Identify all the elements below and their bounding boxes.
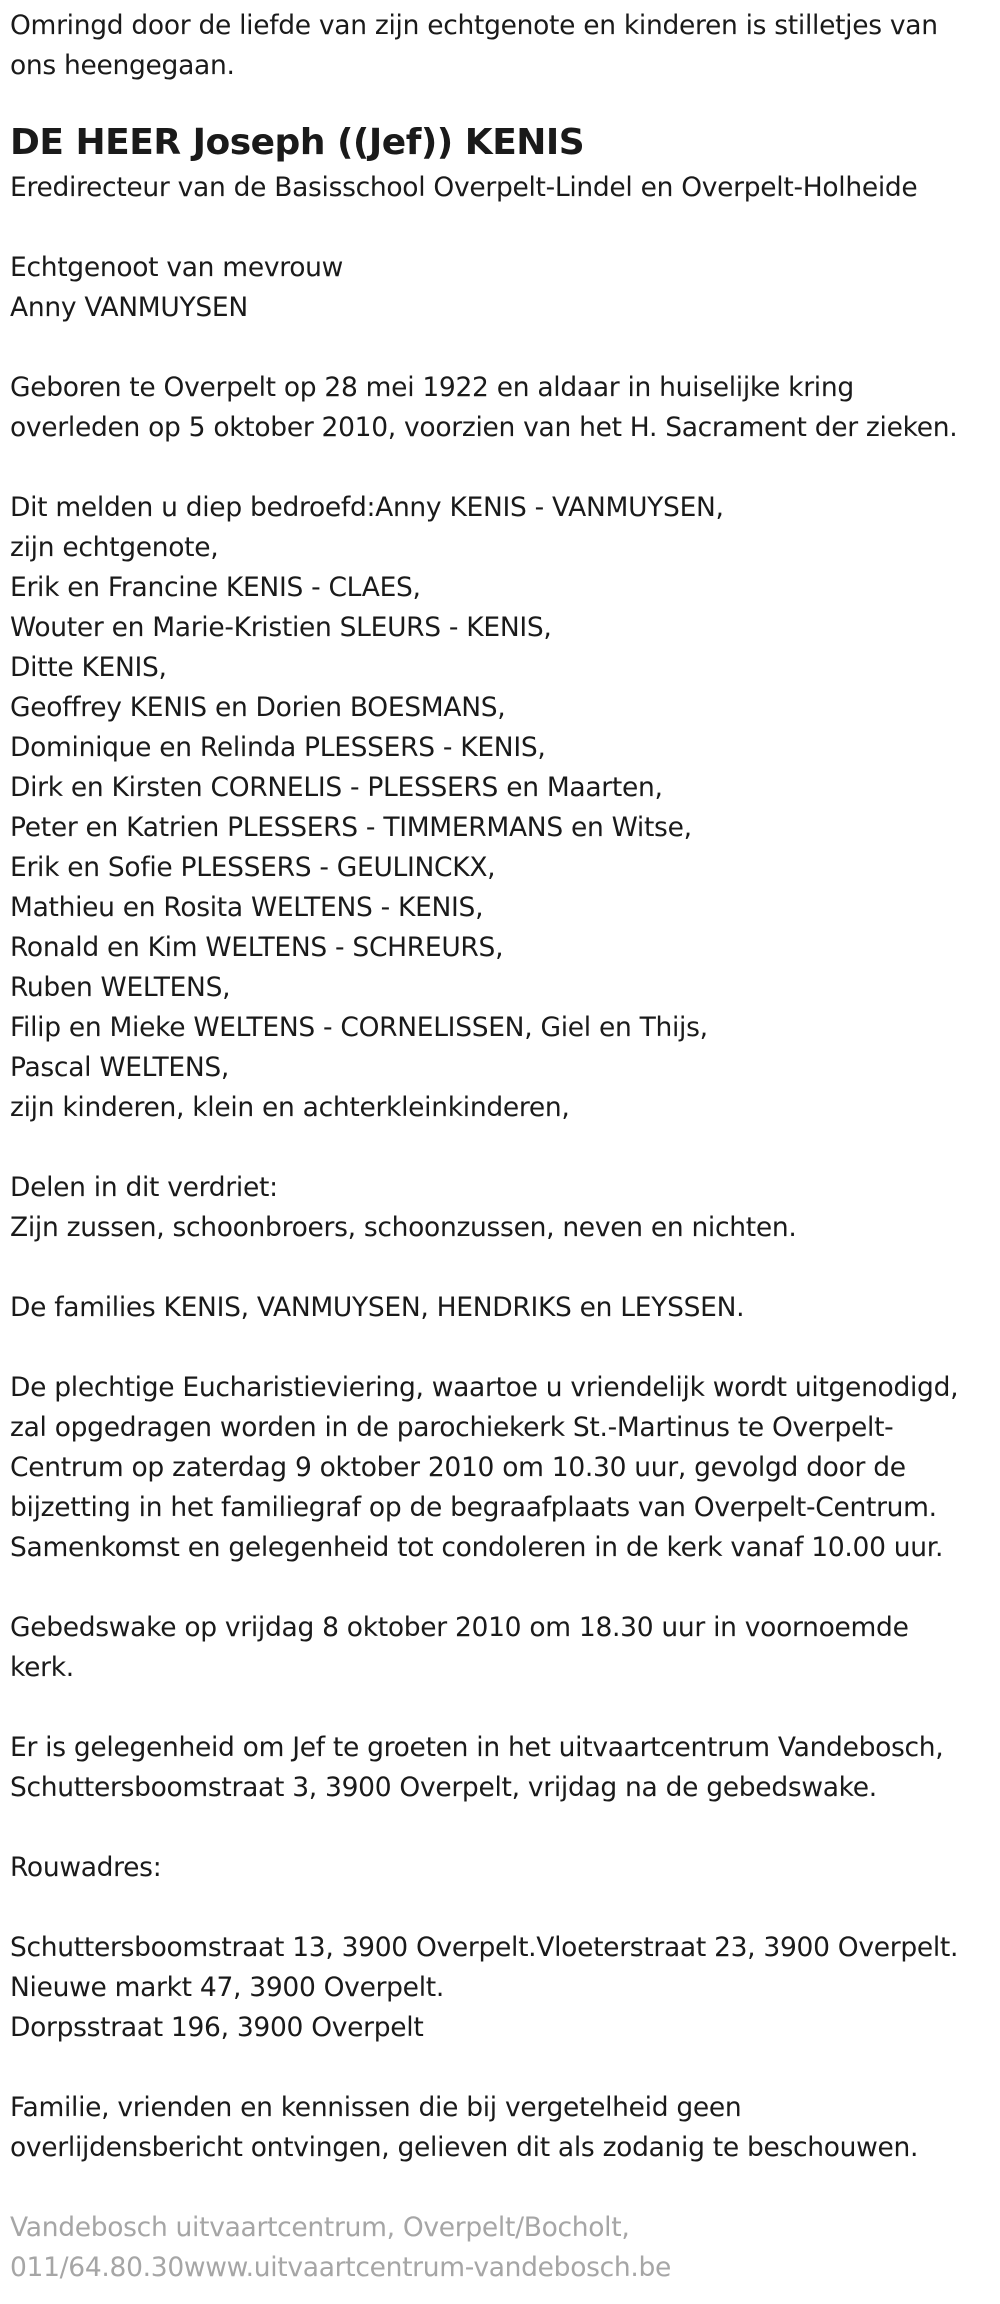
mourner-line: Mathieu en Rosita WELTENS - KENIS, (10, 892, 484, 923)
ceremony-line: Samenkomst en gelegenheid tot condoleren in de kerk vanaf 10.00 uur. (10, 1532, 944, 1563)
spouse-line: Echtgenoot van mevrouw (10, 252, 343, 283)
address-line: Nieuwe markt 47, 3900 Overpelt. (10, 1972, 444, 2003)
mourner-line: Dirk en Kirsten CORNELIS - PLESSERS en Maarten, (10, 772, 663, 803)
ceremony-line: Centrum op zaterdag 9 oktober 2010 om 10.30 uur, gevolgd door de (10, 1452, 906, 1483)
mourner-line: Dit melden u diep bedroefd:Anny KENIS - VANMUYSEN, (10, 492, 724, 523)
mourner-line: Ronald en Kim WELTENS - SCHREURS, (10, 932, 504, 963)
families-paragraph (10, 1288, 990, 1328)
spouse-line: Anny VANMUYSEN (10, 292, 248, 323)
mourner-line: Ruben WELTENS, (10, 972, 231, 1003)
intro-line: Omringd door de liefde van zijn echtgenote en kinderen is stilletjes van (10, 10, 938, 41)
intro-paragraph (10, 0, 990, 86)
wake-paragraph (10, 1608, 990, 1688)
deceased-title: Eredirecteur van de Basisschool Overpelt-Lindel en Overpelt-Holheide (10, 172, 918, 203)
mourner-line: Peter en Katrien PLESSERS - TIMMERMANS en Witse, (10, 812, 692, 843)
mourners-list (10, 488, 990, 1128)
mourner-line: Pascal WELTENS, (10, 1052, 229, 1083)
mourner-line: zijn kinderen, klein en achterkleinkinderen, (10, 1092, 570, 1123)
viewing-paragraph (10, 1728, 990, 1808)
notice-paragraph (10, 2088, 990, 2168)
mourner-line: Erik en Francine KENIS - CLAES, (10, 572, 421, 603)
notice-line: overlijdensbericht ontvingen, gelieven dit als zodanig te beschouwen. (10, 2132, 919, 2163)
deceased-name: DE HEER Joseph ((Jef)) KENIS (10, 122, 585, 163)
birth-paragraph (10, 368, 990, 448)
spouse-paragraph (10, 248, 990, 328)
sharing-paragraph (10, 1168, 990, 1248)
ceremony-paragraph (10, 1368, 990, 1568)
footer-line: Vandebosch uitvaartcentrum, Overpelt/Bocholt, (10, 2212, 630, 2243)
address-label-paragraph (10, 1848, 990, 1888)
birth-line: overleden op 5 oktober 2010, voorzien van het H. Sacrament der zieken. (10, 412, 958, 443)
viewing-line: Er is gelegenheid om Jef te groeten in het uitvaartcentrum Vandebosch, (10, 1732, 944, 1763)
mourner-line: Ditte KENIS, (10, 652, 167, 683)
viewing-line: Schuttersboomstraat 3, 3900 Overpelt, vrijdag na de gebedswake. (10, 1772, 877, 1803)
ceremony-line: De plechtige Eucharistieviering, waartoe u vriendelijk wordt uitgenodigd, (10, 1372, 959, 1403)
address-line: Dorpsstraat 196, 3900 Overpelt (10, 2012, 424, 2043)
address-label: Rouwadres: (10, 1852, 162, 1883)
mourner-line: Geoffrey KENIS en Dorien BOESMANS, (10, 692, 506, 723)
mourner-line: Wouter en Marie-Kristien SLEURS - KENIS, (10, 612, 552, 643)
funeral-home-footer (10, 2208, 990, 2288)
intro-line: ons heengegaan. (10, 50, 235, 81)
sharing-line: Zijn zussen, schoonbroers, schoonzussen, neven en nichten. (10, 1212, 797, 1243)
addresses-paragraph (10, 1928, 990, 2048)
birth-line: Geboren te Overpelt op 28 mei 1922 en aldaar in huiselijke kring (10, 372, 854, 403)
mourner-line: zijn echtgenote, (10, 532, 219, 563)
mourner-line: Filip en Mieke WELTENS - CORNELISSEN, Giel en Thijs, (10, 1012, 708, 1043)
wake-line: Gebedswake op vrijdag 8 oktober 2010 om 18.30 uur in voornoemde (10, 1612, 909, 1643)
ceremony-line: bijzetting in het familiegraf op de begraafplaats van Overpelt-Centrum. (10, 1492, 937, 1523)
mourner-line: Erik en Sofie PLESSERS - GEULINCKX, (10, 852, 496, 883)
address-line: Schuttersboomstraat 13, 3900 Overpelt.Vloeterstraat 23, 3900 Overpelt. (10, 1932, 959, 1963)
footer-line: 011/64.80.30www.uitvaartcentrum-vandebosch.be (10, 2252, 672, 2283)
sharing-line: Delen in dit verdriet: (10, 1172, 278, 1203)
mourner-line: Dominique en Relinda PLESSERS - KENIS, (10, 732, 546, 763)
ceremony-line: zal opgedragen worden in de parochiekerk St.-Martinus te Overpelt- (10, 1412, 894, 1443)
notice-line: Familie, vrienden en kennissen die bij vergetelheid geen (10, 2092, 742, 2123)
families-line: De families KENIS, VANMUYSEN, HENDRIKS en LEYSSEN. (10, 1292, 745, 1323)
wake-line: kerk. (10, 1652, 74, 1683)
